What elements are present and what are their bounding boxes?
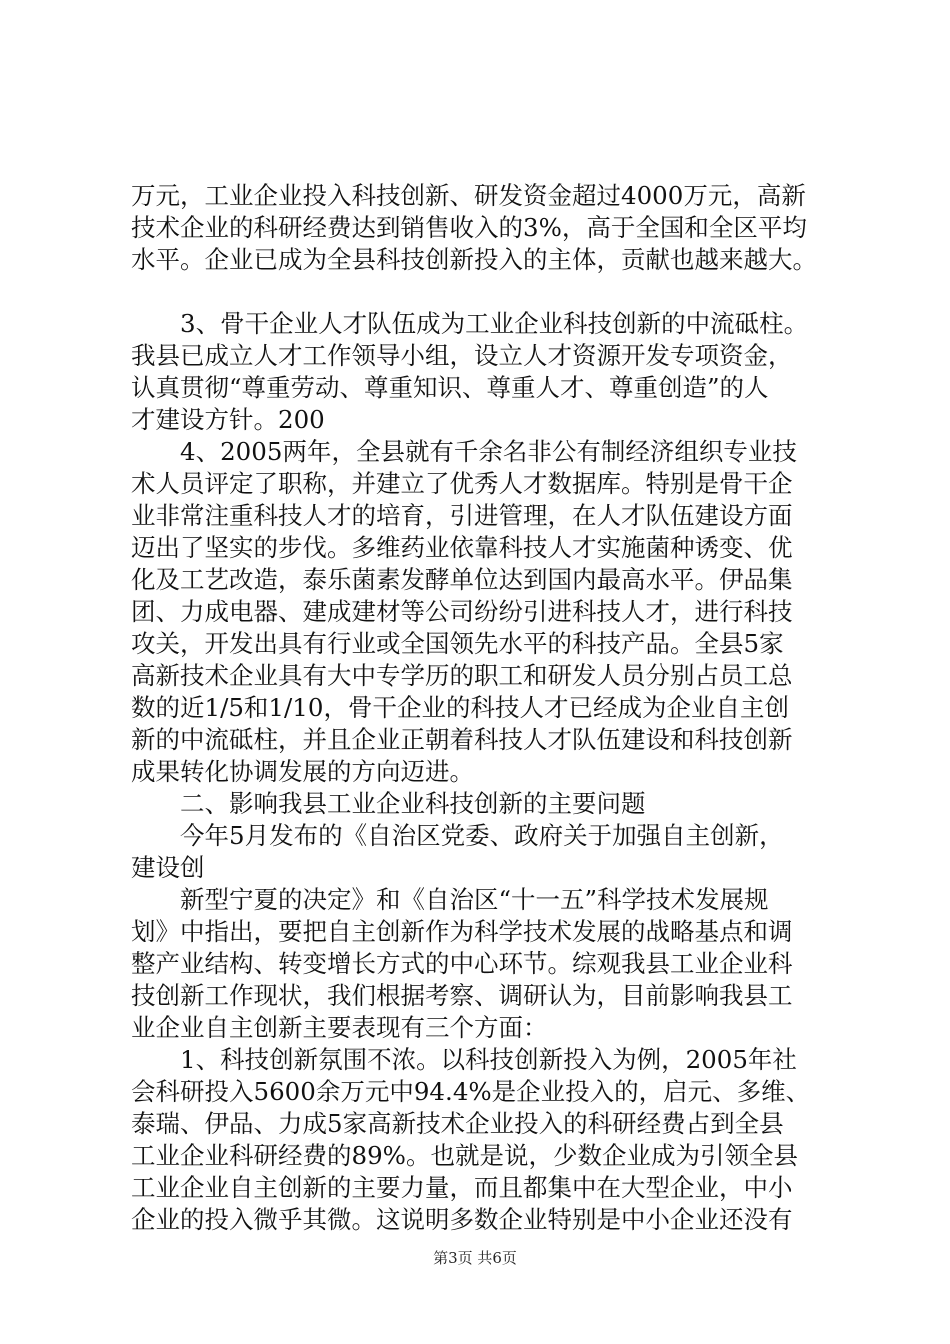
paragraph-line: 划》中指出，要把自主创新作为科学技术发展的战略基点和调 <box>131 917 793 946</box>
paragraph-line: 数的近1/5和1/10，骨干企业的科技人才已经成为企业自主创 <box>131 693 789 722</box>
paragraph-line: 工业企业科研经费的89%。也就是说，少数企业成为引领全县 <box>131 1141 798 1170</box>
paragraph-line: 1、科技创新氛围不浓。以科技创新投入为例，2005年社 <box>180 1045 797 1074</box>
paragraph-line: 迈出了坚实的步伐。多维药业依靠科技人才实施菌种诱变、优 <box>131 533 793 562</box>
paragraph-line: 团、力成电器、建成建材等公司纷纷引进科技人才，进行科技 <box>131 597 793 626</box>
paragraph-line: 业非常注重科技人才的培育，引进管理，在人才队伍建设方面 <box>131 501 793 530</box>
paragraph-line: 今年5月发布的《自治区党委、政府关于加强自主创新， <box>180 821 784 850</box>
paragraph-line: 4、2005两年，全县就有千余名非公有制经济组织专业技 <box>180 437 797 466</box>
paragraph-line: 工业企业自主创新的主要力量，而且都集中在大型企业，中小 <box>131 1173 793 1202</box>
paragraph-line: 高新技术企业具有大中专学历的职工和研发人员分别占员工总 <box>131 661 793 690</box>
paragraph-line: 整产业结构、转变增长方式的中心环节。综观我县工业企业科 <box>131 949 793 978</box>
paragraph-line: 水平。企业已成为全县科技创新投入的主体，贡献也越来越大。 <box>131 245 817 274</box>
paragraph-line: 业企业自主创新主要表现有三个方面： <box>131 1013 548 1042</box>
paragraph-line: 化及工艺改造，泰乐菌素发酵单位达到国内最高水平。伊品集 <box>131 565 793 594</box>
paragraph-line: 才建设方针。200 <box>131 405 325 434</box>
paragraph-line: 技创新工作现状，我们根据考察、调研认为，目前影响我县工 <box>131 981 793 1010</box>
paragraph-line: 新的中流砥柱，并且企业正朝着科技人才队伍建设和科技创新 <box>131 725 793 754</box>
paragraph-line: 成果转化协调发展的方向迈进。 <box>131 757 474 786</box>
section-heading: 二、影响我县工业企业科技创新的主要问题 <box>180 789 646 818</box>
paragraph-line: 技术企业的科研经费达到销售收入的3%，高于全国和全区平均 <box>131 213 807 242</box>
paragraph-line: 建设创 <box>131 853 205 882</box>
paragraph-line: 新型宁夏的决定》和《自治区“十一五”科学技术发展规 <box>180 885 769 914</box>
paragraph-line: 认真贯彻“尊重劳动、尊重知识、尊重人才、尊重创造”的人 <box>131 373 769 402</box>
paragraph-line: 术人员评定了职称，并建立了优秀人才数据库。特别是骨干企 <box>131 469 793 498</box>
page-footer: 第3页 共6页 <box>433 1249 517 1267</box>
paragraph-line: 攻关，开发出具有行业或全国领先水平的科技产品。全县5家 <box>131 629 784 658</box>
paragraph-line: 我县已成立人才工作领导小组，设立人才资源开发专项资金， <box>131 341 793 370</box>
paragraph-line: 万元，工业企业投入科技创新、研发资金超过4000万元，高新 <box>131 181 806 210</box>
paragraph-line: 3、骨干企业人才队伍成为工业企业科技创新的中流砥柱。 <box>180 309 809 338</box>
paragraph-line: 会科研投入5600余万元中94.4%是企业投入的，启元、多维、 <box>131 1077 811 1106</box>
paragraph-line: 泰瑞、伊品、力成5家高新技术企业投入的科研经费占到全县 <box>131 1109 784 1138</box>
paragraph-line: 企业的投入微乎其微。这说明多数企业特别是中小企业还没有 <box>131 1205 793 1234</box>
